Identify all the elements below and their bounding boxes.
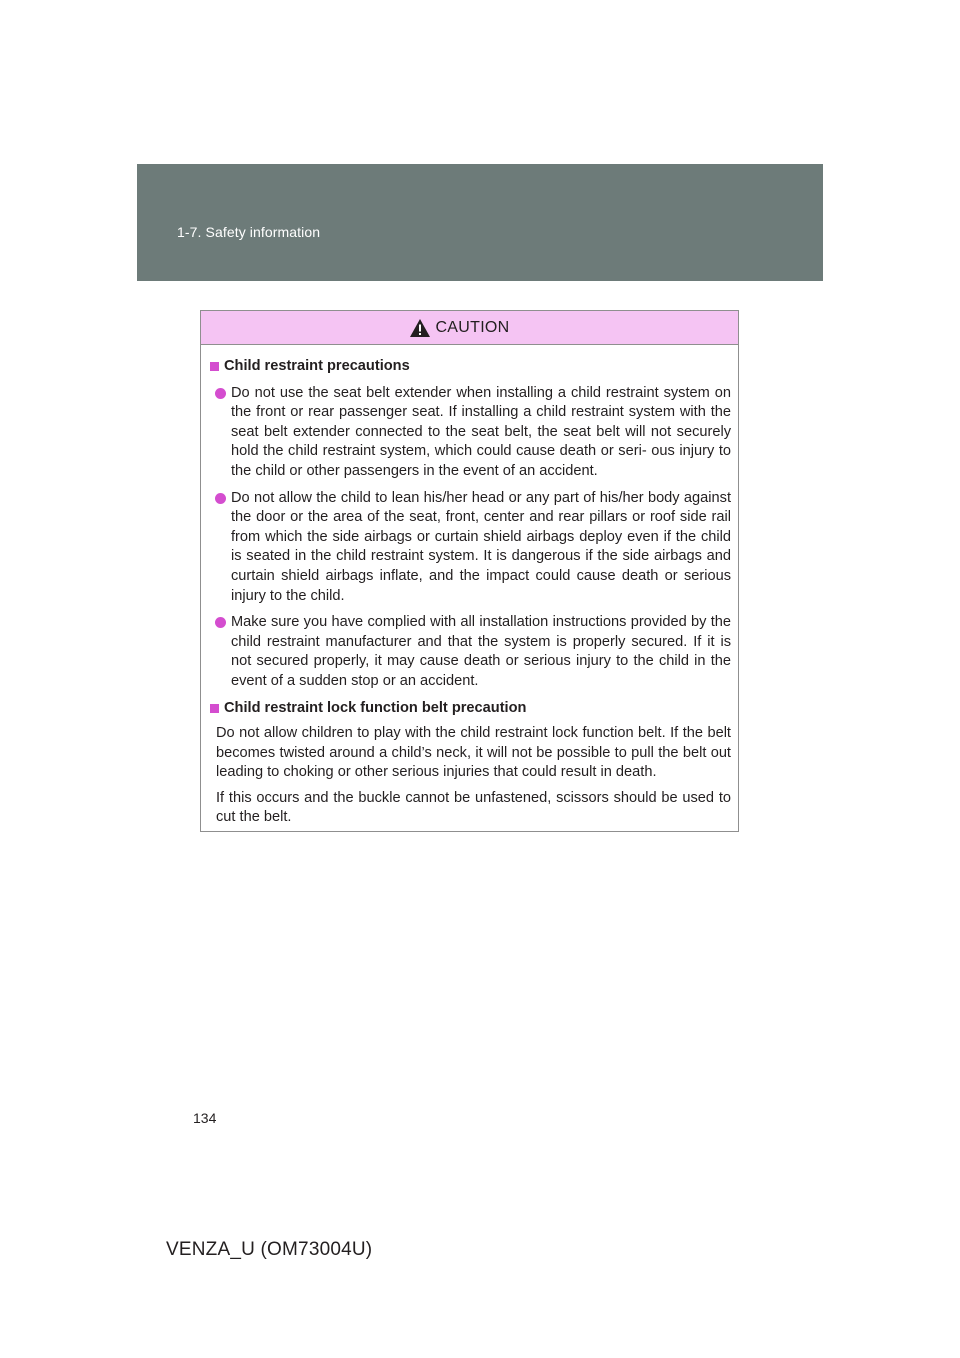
list-item	[210, 489, 731, 607]
caution-label: CAUTION	[435, 318, 510, 336]
round-bullet-icon	[215, 493, 226, 504]
header-band	[137, 164, 823, 281]
square-bullet-icon	[210, 362, 219, 371]
round-bullet-icon	[215, 388, 226, 399]
list-item	[210, 613, 731, 691]
list-item-text: Do not allow the child to lean his/her head or any part of his/her body against the door or the area of the seat, front, center and rear pillars or roof side rail from which the side airbags or curtain shield airbags deploy even if the child is seated in the child restraint system. It is dangerous if the side airbags and curtain shield airbags inflate, and the impact could cause death or serious injury to the child.	[231, 489, 731, 604]
list-item	[210, 384, 731, 482]
section-heading	[210, 699, 731, 719]
caution-header	[201, 311, 738, 345]
paragraph: If this occurs and the buckle cannot be unfastened, scissors should be used to cut the belt.	[216, 789, 731, 826]
paragraph: Do not allow children to play with the child restraint lock function belt. If the belt becomes twisted around a child’s neck, it will not be possible to pull the belt out leading to choking or other serious injuries that could result in death.	[216, 725, 731, 781]
page-number: 134	[193, 1110, 217, 1126]
warning-triangle-icon	[409, 318, 431, 338]
section-heading-text: Child restraint precautions	[224, 358, 410, 374]
section-heading-text: Child restraint lock function belt precaution	[224, 699, 527, 716]
document-code: VENZA_U (OM73004U)	[166, 1239, 373, 1260]
section-heading	[210, 357, 731, 377]
caution-box	[200, 310, 739, 832]
list-item-text: Make sure you have complied with all installation instructions provided by the child restraint manufacturer and that the system is properly secured. If it is not secured properly, it may cause death or serious injury to the child in the event of a sudden stop or an accident.	[231, 614, 731, 689]
list-item-text: Do not use the seat belt extender when installing a child restraint system on the front or rear passenger seat. If installing a child restraint system with the seat belt extender connected to the seat belt, the seat belt will not securely hold the child restraint system, which could cause death or seri- ous injury to the child or other passengers in the event of an accident.	[231, 384, 731, 479]
round-bullet-icon	[215, 617, 226, 628]
section-title: 1-7. Safety information	[177, 224, 321, 240]
square-bullet-icon	[210, 704, 219, 713]
caution-body	[201, 345, 738, 828]
